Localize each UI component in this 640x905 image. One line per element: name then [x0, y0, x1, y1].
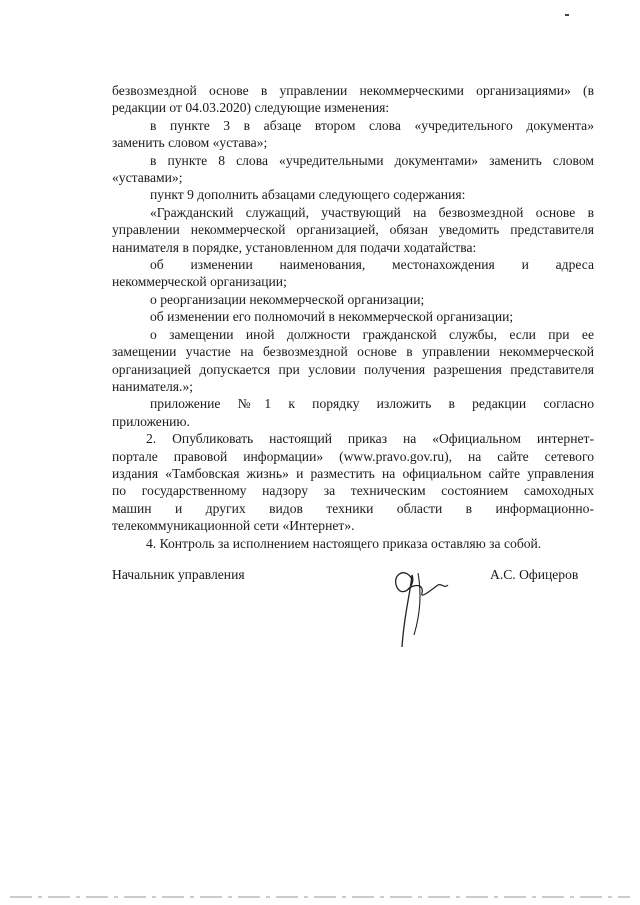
paragraph-line: замещении участие на безвозмездной основе в управлении некоммерческой	[112, 344, 594, 360]
paragraph-line: организацией допускается при условии получения разрешения представителя	[112, 361, 594, 377]
paragraph-line: «уставами»;	[112, 170, 183, 186]
paragraph-line: телекоммуникационной сети «Интернет».	[112, 518, 355, 534]
paragraph-line: в пункте 8 слова «учредительными документами» заменить словом	[150, 152, 594, 168]
paragraph-line: нанимателя.»;	[112, 378, 194, 394]
paragraph-line: портале правовой информации» (www.pravo.gov.ru), на сайте сетевого	[112, 448, 594, 464]
paragraph-line: 4. Контроль за исполнением настоящего приказа оставляю за собой.	[146, 535, 542, 551]
paragraph-line: издания «Тамбовская жизнь» и разместить на официальном сайте управления	[112, 465, 594, 481]
signatory-name: А.С. Офицеров	[490, 567, 579, 582]
signature-block	[112, 567, 594, 657]
paragraph-line: об изменении наименования, местонахождения и адреса	[150, 257, 594, 273]
paragraph-line: об изменении его полномочий в некоммерческой организации;	[150, 309, 514, 325]
paragraph-line: нанимателя в порядке, установленном для подачи ходатайства:	[112, 239, 477, 255]
paragraph-line: приложение №1 к порядку изложить в редакции согласно	[150, 396, 594, 412]
paragraph-line: о замещении иной должности гражданской службы, если при ее	[150, 326, 594, 342]
paragraph-line: некоммерческой организации;	[112, 274, 287, 290]
paragraph-line: безвозмездной основе в управлении некоммерческими организациями» (в	[112, 83, 594, 98]
paragraph-line: управлении некоммерческой организацией, обязан уведомить представителя	[112, 222, 594, 238]
paragraph-line: приложению.	[112, 413, 190, 429]
scan-footer-marks	[10, 894, 630, 900]
handwritten-signature	[382, 555, 492, 651]
paragraph-line: 2. Опубликовать настоящий приказ на «Официальном интернет-	[146, 431, 594, 447]
paragraph-line: по государственному надзору за техническим состоянием самоходных	[112, 483, 594, 499]
document-body	[112, 82, 594, 552]
paragraph-line: «Гражданский служащий, участвующий на безвозмездной основе в	[150, 204, 594, 220]
paragraph-line: машин и других видов техники области в информационно-	[112, 500, 594, 516]
paragraph-line: о реорганизации некоммерческой организации;	[150, 291, 425, 307]
scan-mark	[565, 14, 569, 16]
paragraph-line: в пункте 3 в абзаце втором слова «учредительного документа»	[150, 117, 594, 133]
paragraph-line: пункт 9 дополнить абзацами следующего содержания:	[150, 187, 466, 203]
paragraph-line: редакции от 04.03.2020) следующие изменения:	[112, 100, 390, 116]
signatory-title: Начальник управления	[112, 567, 245, 582]
paragraph-line: заменить словом «устава»;	[112, 135, 268, 151]
